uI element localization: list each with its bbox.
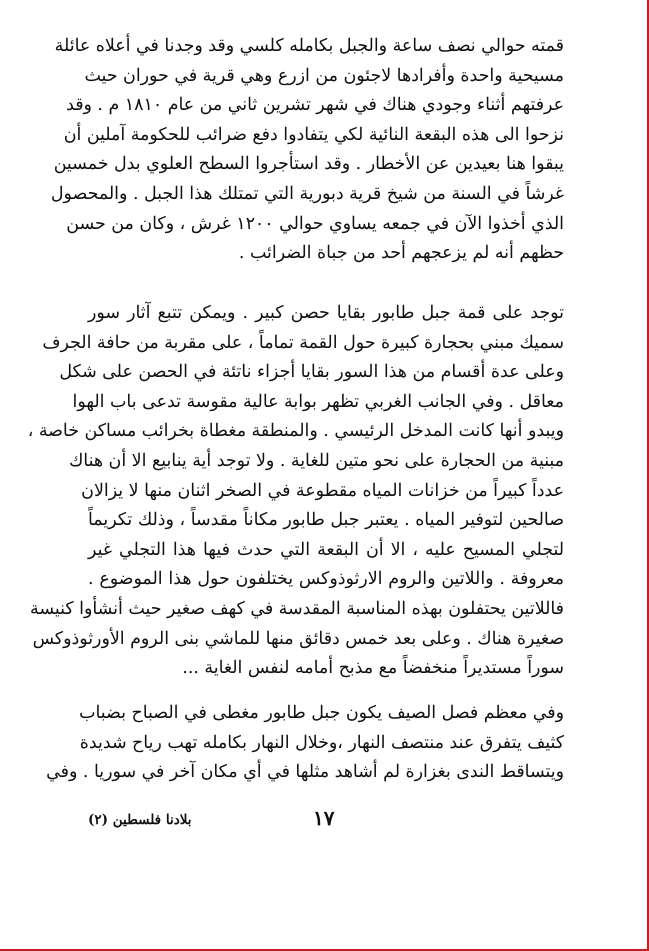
- text-line: يبقوا هنا بعيدين عن الأخطار . وقد استأجروا السطح العلوي بدل خمسين: [53, 154, 564, 175]
- text-line: مسيحية واحدة وأفرادها لاجئون من ازرع وهي قرية في حوران حيث: [84, 65, 564, 86]
- text-line: لتجلي المسيح عليه ، الا أن البقعة التي حدث فيها هذا التجلي غير: [88, 539, 564, 560]
- text-line: سوراً مستديراً منخفضاً مع مذبح أمامه لنفس الغاية ...: [182, 658, 564, 679]
- running-title: بلادنا فلسطين (٢): [88, 812, 192, 828]
- text-line: توجد على قمة جبل طابور بقايا حصن كبير . ويمكن تتبع آثار سور: [88, 303, 564, 323]
- text-line: غرشاً في السنة من شيخ قرية دبورية التي تمتلك هذا الجبل . والمحصول: [50, 183, 564, 204]
- text-line: معاقل . وفي الجانب الغربي تظهر بوابة عالية مقوسة تدعى باب الهوا: [72, 391, 564, 412]
- paragraph-2: [27, 299, 564, 684]
- text-line: وعلى عدة أقسام من هذا السور بقايا أجزاء ناتئة في الحصن على شكل: [59, 362, 564, 383]
- text-line: صغيرة هناك . وعلى بعد خمس دقائق منها للماشي بنى الروم الأورثوذوكس: [32, 628, 564, 649]
- page-footer: [88, 806, 564, 836]
- text-line: مبنية من الحجارة على نحو متين للغاية . ولا توجد أية ينابيع الا أن هناك: [68, 450, 564, 471]
- text-line: ويبدو أنها كانت المدخل الرئيسي . والمنطقة مغطاة بخرائب مساكن خاصة ،: [27, 421, 564, 442]
- text-line: ويتساقط الندى بغزارة لم أشاهد مثلها في أي مكان آخر في سوريا . وفي: [46, 762, 564, 783]
- text-line: الذي أخذوا الآن في جمعه يساوي حوالي ١٢٠٠ غرش ، وكان من حسن: [66, 213, 564, 234]
- text-line: نزحوا الى هذه البقعة النائية لكي يتفادوا دفع ضرائب للحكومة آملين أن: [63, 124, 564, 145]
- text-line: عرفتهم أثناء وجودي هناك في شهر تشرين ثاني من عام ١٨١٠ م . وقد: [66, 95, 564, 116]
- text-line: فاللاتين يحتفلون بهذه المناسبة المقدسة في كهف صغير حيث أنشأوا كنيسة: [30, 598, 564, 619]
- text-line: عدداً كبيراً من خزانات المياه مقطوعة في الصخر اثنان منها لا يزالان: [81, 480, 564, 501]
- text-line: سميك مبني بحجارة كبيرة حول القمة تماماً ، على مقربة من حافة الجرف: [42, 332, 564, 353]
- text-line: صالحين لتوفير المياه . يعتبر جبل طابور مكاناً مقدساً ، وذلك تكريماً: [88, 510, 564, 531]
- text-line: معروفة . واللاتين والروم الارثوذوكس يختلفون حول هذا الموضوع .: [88, 569, 564, 590]
- text-line: قمته حوالي نصف ساعة والجبل بكامله كلسي وقد وجدنا في أعلاه عائلة: [54, 36, 564, 56]
- text-line: كثيف يتفرق عند منتصف النهار ،وخلال النهار بكامله تهب رياح شديدة: [79, 732, 564, 753]
- text-line: وفي معظم فصل الصيف يكون جبل طابور مغطى في الصباح بضباب: [79, 703, 564, 723]
- paragraph-1: [50, 32, 564, 269]
- paragraph-3: [46, 699, 564, 788]
- page-number: ١٧: [313, 806, 335, 830]
- text-line: حظهم أنه لم يزعجهم أحد من جباة الضرائب .: [238, 243, 564, 264]
